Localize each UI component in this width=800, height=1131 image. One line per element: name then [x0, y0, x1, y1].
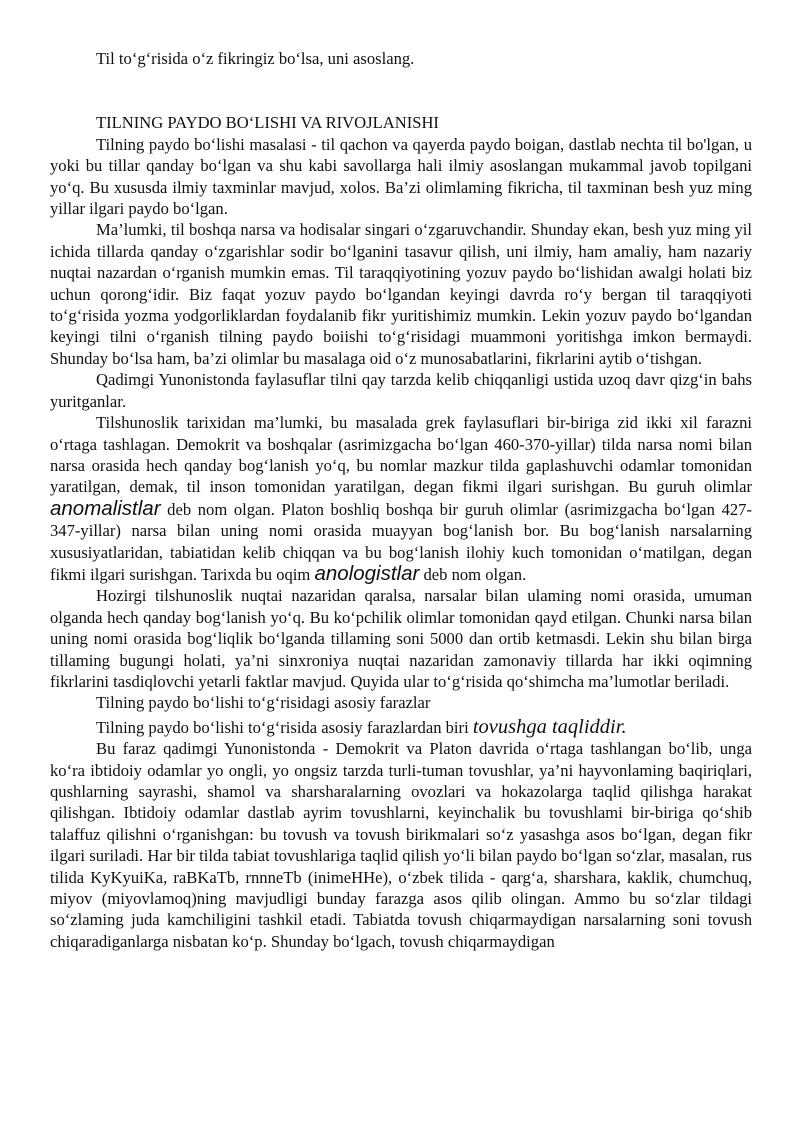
paragraph-4-part-b: deb nom olgan. Platon boshliq boshqa bir guruh olimlar (asrimizgacha bo‘lgan 427-347-yillar) narsa bilan uning nomi orasida muayyan bog‘lanish bor. Bu bog‘lanish narsalarning xususiyatlaridan, tabiatidan kelib chiqqan va bu bog‘lanish ilohiy kuch tomonidan o‘matilgan, degan fikmi ilgari surishgan. Tarixda bu oqim	[50, 499, 752, 584]
subheading-hypotheses: Tilning paydo bo‘lishi to‘g‘risidagi asosiy farazlar	[96, 693, 431, 713]
paragraph-7	[50, 717, 752, 738]
paragraph-3: Qadimgi Yunonistonda faylasuflar tilni qay tarzda kelib chiqqanligi ustida uzoq davr qizg‘in bahs yuritganlar.	[50, 370, 752, 411]
paragraph-4	[50, 412, 752, 585]
paragraph-8: Bu faraz qadimgi Yunonistonda - Demokrit va Platon davrida o‘rtaga tashlangan bo‘lib, unga ko‘ra ibtidoiy odamlar yo ongli, yo ongsiz tarzda turli-tuman tovushlar, ya’ni hayvonlaming baqiriqlari, qushlarning sayrashi, shamol va sharsharalarning ovozlari va hokazolarga taqlid qilishga harakat qilishgan. Ibtidoiy odamlar dastlab ayrim tovushlarni, keyinchalik bu tovushlami bir-biriga qo‘shib talaffuz qilishni o‘rganishgan: bu tovush va tovush birikmalari so‘z yasashga asos bo‘lgan, degan fikr ilgari suriladi. Har bir tilda tabiat tovushlariga taqlid qilish yo‘li bilan paydo bo‘lgan so‘zlar, masalan, rus tilida KyKyuiKa, raBKaTb, rnnneTb (inimeHHe), o‘zbek tilida - qarg‘a, sharshara, kaklik, chumchuq, miyov (miyovlamoq)ning mavjudligi bunday farazga asos qilib olingan. Ammo bu so‘zlar tildagi so‘zlaming juda kamchiligini tashkil etadi. Tabiatda tovush chiqarmaydigan narsalarning soni tovush chiqaradiganlarga nisbatan ko‘p. Shunday bo‘lgach, tovush chiqarmaydigan	[50, 739, 752, 951]
paragraph-2: Ma’lumki, til boshqa narsa va hodisalar singari o‘zgaruvchandir. Shunday ekan, besh yuz ming yil ichida tillarda qanday o‘zgarishlar sodir bo‘lganini tasavur qilish, uni ilmiy, ham amaliy, ham nazariy nuqtai nazardan o‘rganish mumkin emas. Til taraqqiyotining yozuv paydo bo‘lishidan awalgi holati biz uchun qorong‘idir. Biz faqat yozuv paydo bo‘lgandan keyingi davrda ro‘y bergan til taraqqiyoti to‘g‘risida yozma yodgorliklardan foydalanib fikr yuritishimiz mumkin. Lekin yozuv paydo bo‘lgandan keyingi tilni o‘rganish tilning paydo boiishi to‘g‘risidagi muammoni yoritishga imkon bermaydi. Shunday bo‘lsa ham, ba’zi olimlar bu masalaga oid o‘z munosabatlarini, fikrlarini aytib o‘tishgan.	[50, 220, 752, 368]
section-heading: TILNING PAYDO BO‘LISHI VA RIVOJLANISHI	[96, 113, 439, 133]
intro-question: Til to‘g‘risida o‘z fikringiz bo‘lsa, uni asoslang.	[96, 49, 415, 68]
paragraph-7-part-a: Tilning paydo bo‘lishi to‘g‘risida asosiy farazlardan biri	[96, 717, 473, 737]
spacer	[50, 69, 752, 112]
term-anologistlar: anologistlar	[314, 561, 420, 585]
document-page	[50, 48, 752, 952]
paragraph-1: Tilning paydo bo‘lishi masalasi - til qachon va qayerda paydo boigan, dastlab nechta til bo'lgan, u yoki bu tillar qanday bo‘lgan va shu kabi savollarga hali ilmiy asoslangan mukammal javob topilgani yo‘q. Bu xususda ilmiy taxminlar mavjud, xolos. Ba’zi olimlaming fikricha, til taxminan besh yuz ming yillar ilgari paydo bo‘lgan.	[50, 134, 752, 219]
paragraph-4-part-a: Tilshunoslik tarixidan ma’lumki, bu masalada grek faylasuflari bir-biriga zid ikki xil farazni o‘rtaga tashlagan. Demokrit va boshqalar (asrimizgacha bo‘lgan 460-370-yillar) tilda narsa nomi bilan narsa orasida hech qanday bog‘lanish yo‘q, bu nomlar mazkur tilda gaplashuvchi odamlar tomonidan yaratilgan, demak, til inson tomonidan yaratilgan, degan fikmi ilgari surishgan. Bu guruh olimlar	[50, 413, 752, 497]
paragraph-4-part-c: deb nom olgan.	[419, 564, 527, 584]
paragraph-5: Hozirgi tilshunoslik nuqtai nazaridan qaralsa, narsalar bilan ulaming nomi orasida, umuman olganda hech qanday bog‘lanish yo‘q. Bu ko‘pchilik olimlar tomonidan qayd etilgan. Chunki narsa bilan uning nomi orasida bog‘liqlik bo‘lganda tillaming soni 5000 dan ortib ketmasdi. Lekin shu bilan birga tillaming bugungi holati, ya’ni sinxroniya nuqtai nazaridan zamonaviy tillarda har ikki oqimning fikrlarini tasdiqlovchi yetarli faktlar mavjud. Quyida ular to‘g‘risida qo‘shimcha ma’lumotlar beriladi.	[50, 586, 752, 691]
term-tovushga-taqlid: tovushga taqliddir.	[472, 715, 627, 738]
term-anomalistlar: anomalistlar	[50, 496, 161, 520]
